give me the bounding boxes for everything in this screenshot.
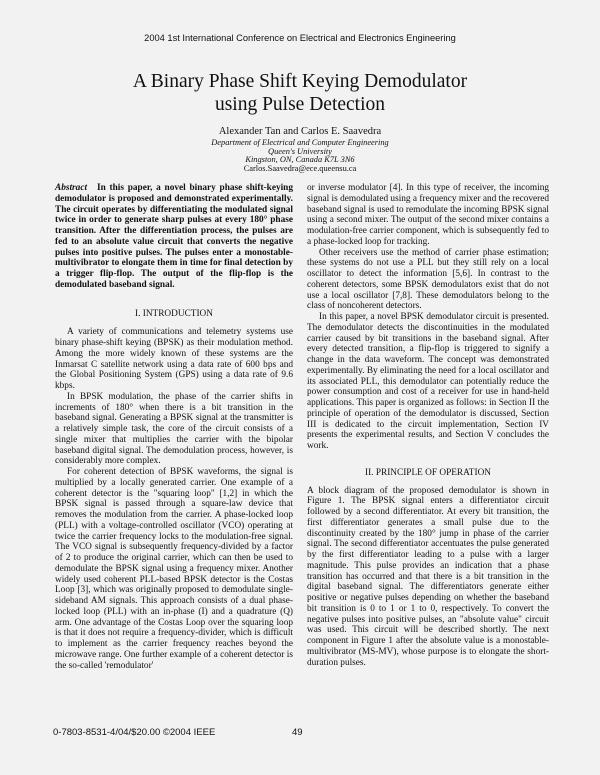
- copyright-notice: 0-7803-8531-4/04/$20.00 ©2004 IEEE: [53, 727, 216, 738]
- conference-header: 2004 1st International Conference on Electrical and Electronics Engineering: [144, 33, 456, 43]
- paragraph: For coherent detection of BPSK waveforms, the signal is multiplied by a locally generated carrier. One example of a coherent detector is the "squaring loop" [1,2] in which the BPSK signal is passed through a square-law device that removes the modulation from the carrier. A phase-locked loop (PLL) with a voltage-controlled oscillator (VCO) operating at twice the carrier frequency locks to the modulation-free signal. The VCO signal is subsequently frequency-divided by a factor of 2 to produce the original carrier, which can then be used to demodulate the BPSK signal using a frequency mixer. Another widely used coherent PLL-based BPSK detector is the Costas Loop [3], which was originally proposed to demodulate single-sideband AM signals. This approach consists of a dual phase-locked loop (PLL) with an in-phase (I) and a quadrature (Q) arm. One advantage of the Costas Loop over the squaring loop is that it does not require a frequency-divider, which is difficult to implement as the carrier frequency reaches beyond the microwave range. One further example of a coherent detector is the so-called 'remodulator': [55, 467, 293, 671]
- location: Kingston, ON, Canada K7L 3N6: [245, 155, 355, 165]
- department: Department of Electrical and Computer Engineering: [211, 138, 389, 147]
- abstract: [55, 183, 293, 291]
- paragraph: In this paper, a novel BPSK demodulator circuit is presented. The demodulator detects the discontinuities in the modulated carrier caused by bit transitions in the baseband signal. After every detected transition, a flip-flop is triggered to signify a change in the data waveform. The concept was demonstrated experimentally. By eliminating the need for a local oscillator and its associated PLL, this demodulator can potentially reduce the power consumption and cost of a receiver for use in hand-held applications. This paper is organized as follows: in Section II the principle of operation of the demodulator is discussed, Section III is dedicated to the circuit implementation, Section IV presents the experimental results, and Section V concludes the work.: [307, 312, 549, 451]
- university: Queen's University: [268, 146, 332, 156]
- page-number: 49: [292, 727, 303, 738]
- authors: Alexander Tan and Carlos E. Saavedra: [218, 126, 382, 137]
- abstract-text: In this paper, a novel binary phase shift-keying demodulator is proposed and demonstrated experimentally. The circuit operates by differentiating the modulated signal twice in order to generate sharp pulses at every 180° phase transition. After the differentiation process, the pulses are fed to an absolute value circuit that converts the negative pulses into positive pulses. The pulses enter a monostable-multivibrator to elongate them in time for final detection by a trigger flip-flop. The output of the flip-flop is the demodulated baseband signal.: [55, 183, 293, 290]
- email: Carlos.Saavedra@ece.queensu.ca: [243, 164, 357, 174]
- abstract-label: Abstract: [55, 183, 88, 193]
- affiliation: [0, 139, 600, 174]
- paragraph: A variety of communications and telemetry systems use binary phase-shift keying (BPSK) as their modulation method. Among the more widely known of these systems are the Inmarsat C satellite network using a data rate of 600 bps and the Global Positioning System (GPS) using a data rate of 9.6 kbps.: [55, 327, 293, 391]
- paragraph: In BPSK modulation, the phase of the carrier shifts in increments of 180° when there is a bit transition in the baseband signal. Generating a BPSK signal at the transmitter is a relatively simple task, the core of the circuit consists of a single mixer that multiplies the carrier with the bipolar baseband digital signal. The demodulation process, however, is considerably more complex.: [55, 391, 293, 467]
- title-line-2: using Pulse Detection: [214, 94, 386, 115]
- title-line-1: A Binary Phase Shift Keying Demodulator: [132, 71, 468, 92]
- paragraph: or inverse modulator [4]. In this type of receiver, the incoming signal is demodulated using a frequency mixer and the recovered baseband signal is used to remodulate the incoming BPSK signal using a second mixer. The output of the second mixer contains a modulation-free carrier component, which is subsequently fed to a phase-locked loop for tracking.: [307, 183, 549, 247]
- paragraph: A block diagram of the proposed demodulator is shown in Figure 1. The BPSK signal enters a differentiator circuit followed by a second differentiator. At every bit transition, the first differentiator generates a small pulse due to the discontinuity created by the 180° jump in phase of the carrier signal. The second differentiator accentuates the pulse generated by the first differentiator leading to a pulse with a larger magnitude. This pulse provides an indication that a phase transition has occurred and that there is a bit transition in the digital baseband signal. The differentiators generate either positive or negative pulses depending on whether the baseband bit transition is 0 to 1 or 1 to 0, respectively. To convert the negative pulses into positive pulses, an "absolute value" circuit was used. This circuit will be described shortly. The next component in Figure 1 after the absolute value is a monostable-multivibrator (MS-MV), whose purpose is to elongate the short-duration pulses.: [307, 485, 549, 668]
- left-column: [55, 183, 293, 671]
- right-column: [307, 183, 549, 668]
- paragraph: Other receivers use the method of carrier phase estimation; these systems do not use a PLL but they still rely on a local oscillator to detect the information [5,6]. In contrast to the coherent detectors, some BPSK demodulators exist that do not use a local oscillator [7,8]. These demodulators belong to the class of noncoherent detectors.: [307, 247, 549, 312]
- section-heading-principle: II. PRINCIPLE OF OPERATION: [364, 467, 492, 478]
- section-heading-introduction: I. INTRODUCTION: [135, 308, 213, 319]
- paper-title: [0, 70, 600, 116]
